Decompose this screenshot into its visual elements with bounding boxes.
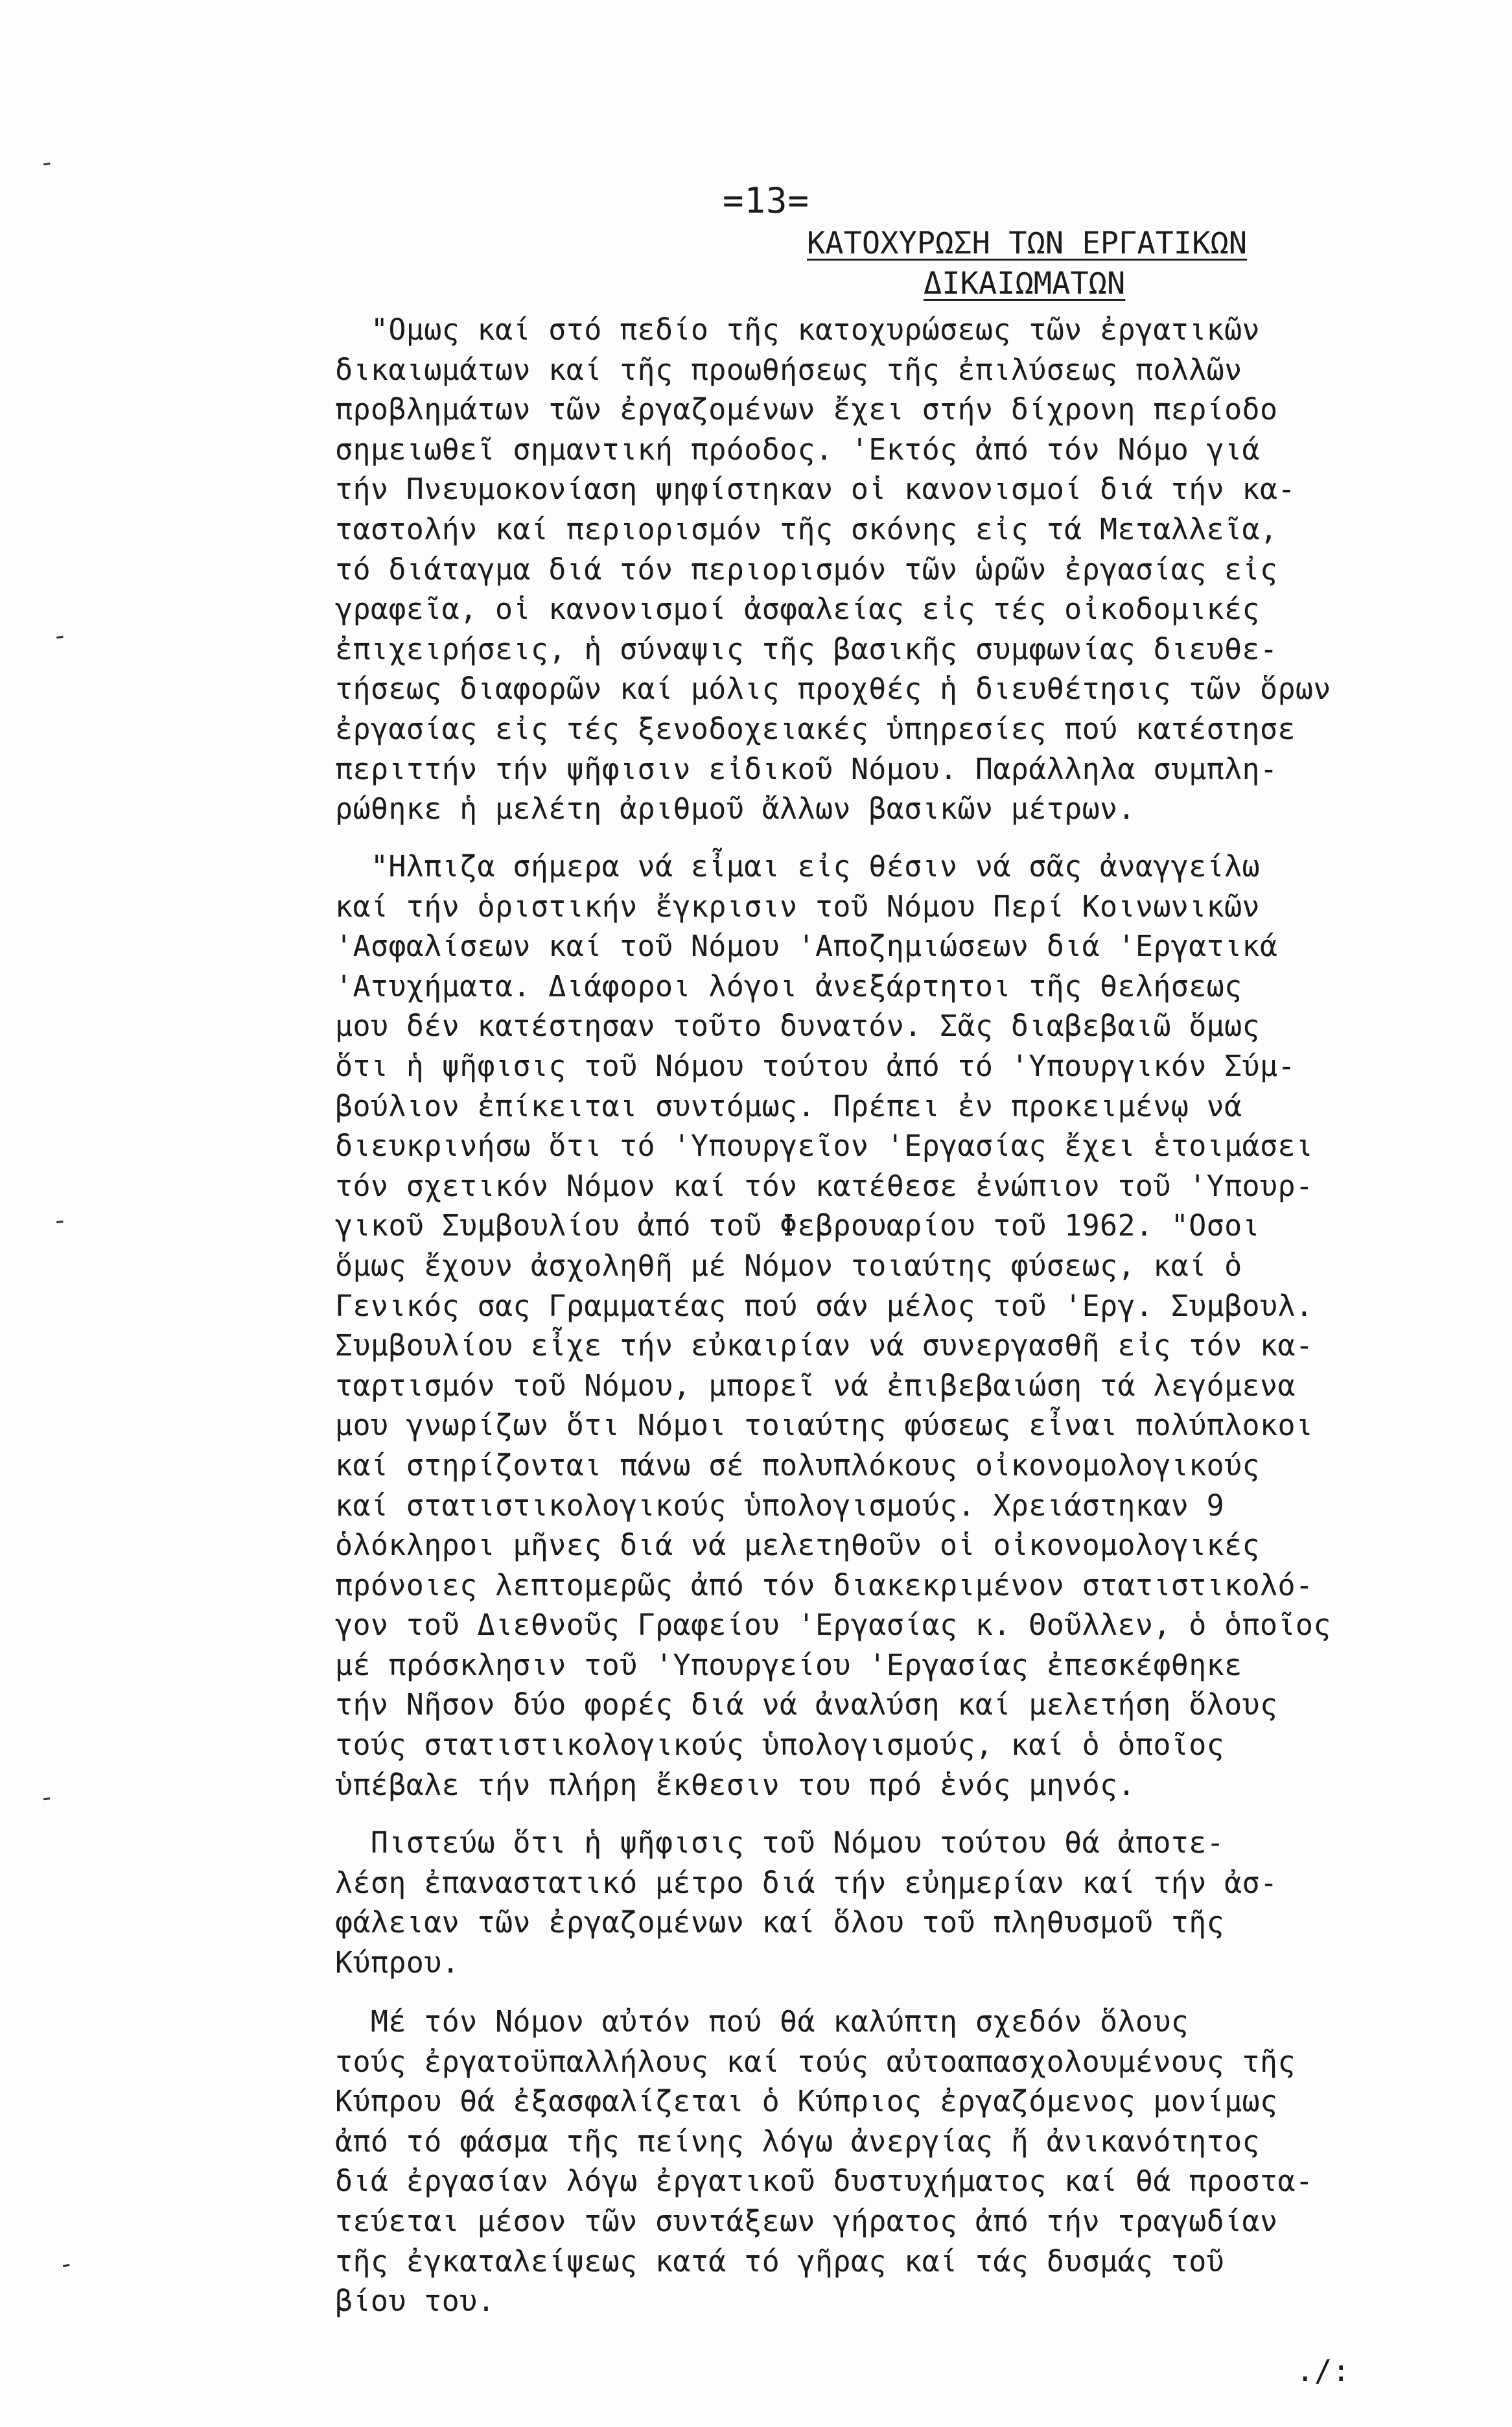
text-line: τόν σχετικόν Νόμον καί τόν κατέθεσε ἐνώπιον τοῦ 'Υπουρ- — [335, 1168, 1314, 1203]
text-line: δικαιωμάτων καί τῆς προωθήσεως τῆς ἐπιλύσεως πολλῶν — [335, 352, 1242, 387]
text-line: λέση ἐπαναστατικό μέτρο διά τήν εὐημερίαν καί τήν ἀσ- — [335, 1865, 1278, 1900]
text-line: τήσεως διαφορῶν καί μόλις προχθές ἡ διευθέτησις τῶν ὅρων — [335, 672, 1331, 707]
paragraph-4 — [335, 2002, 1443, 2321]
text-line: προβλημάτων τῶν ἐργαζομένων ἔχει στήν δίχρονη περίοδο — [335, 392, 1278, 427]
text-line: Κύπρου θά ἐξασφαλίζεται ὁ Κύπριος ἐργαζόμενος μονίμως — [335, 2084, 1278, 2119]
paragraph-2 — [335, 847, 1443, 1805]
margin-mark: - — [36, 147, 57, 179]
section-heading-line-2: ΔΙΚΑΙΩΜΑΤΩΝ — [924, 266, 1126, 301]
text-line: πρόνοιες λεπτομερῶς ἀπό τόν διακεκριμένον στατιστικολό- — [335, 1567, 1314, 1602]
text-line: ἐπιχειρήσεις, ἡ σύναψις τῆς βασικῆς συμφωνίας διευθε- — [335, 631, 1278, 666]
text-line: "Ομως καί στό πεδίο τῆς κατοχυρώσεως τῶν ἐργατικῶν — [335, 312, 1260, 347]
text-line: βίου του. — [335, 2284, 495, 2319]
text-line: τούς στατιστικολογικούς ὑπολογισμούς, καί ὁ ὁποῖος — [335, 1728, 1225, 1763]
text-line: ταρτισμόν τοῦ Νόμου, μπορεῖ νά ἐπιβεβαιώση τά λεγόμενα — [335, 1368, 1296, 1403]
text-line: τεύεται μέσον τῶν συντάξεων γήρατος ἀπό τήν τραγωδίαν — [335, 2203, 1278, 2238]
text-line: καί στηρίζονται πάνω σέ πολυπλόκους οἰκονομολογικούς — [335, 1448, 1260, 1483]
text-line: γραφεῖα, οἱ κανονισμοί ἀσφαλείας εἰς τές οἰκοδομικές — [335, 592, 1260, 627]
text-line: γικοῦ Συμβουλίου ἀπό τοῦ Φεβρουαρίου τοῦ 1962. "Οσοι — [335, 1208, 1260, 1243]
paragraph-3 — [335, 1823, 1443, 1982]
text-line: ὅτι ἡ ψῆφισις τοῦ Νόμου τούτου ἀπό τό 'Υπουργικόν Σύμ- — [335, 1048, 1296, 1083]
text-line: διευκρινήσω ὅτι τό 'Υπουργεῖον 'Εργασίας ἔχει ἑτοιμάσει — [335, 1129, 1314, 1164]
text-line: 'Ατυχήματα. Διάφοροι λόγοι ἀνεξάρτητοι τῆς θελήσεως — [335, 968, 1242, 1003]
text-line: Συμβουλίου εἶχε τήν εὐκαιρίαν νά συνεργασθῆ εἰς τόν κα- — [335, 1328, 1314, 1363]
text-line: τήν Πνευμοκονίαση ψηφίστηκαν οἱ κανονισμοί διά τήν κα- — [335, 472, 1296, 507]
text-line: καί τήν ὁριστικήν ἔγκρισιν τοῦ Νόμου Περί Κοινωνικῶν — [335, 889, 1260, 924]
text-line: ὁλόκληροι μῆνες διά νά μελετηθοῦν οἱ οἰκονομολογικές — [335, 1528, 1260, 1563]
text-line: ὅμως ἔχουν ἀσχοληθῆ μέ Νόμον τοιαύτης φύσεως, καί ὁ — [335, 1248, 1242, 1283]
margin-mark: - — [49, 620, 70, 652]
text-line: φάλειαν τῶν ἐργαζομένων καί ὅλου τοῦ πληθυσμοῦ τῆς — [335, 1905, 1225, 1940]
text-line: Γενικός σας Γραμματέας πού σάν μέλος τοῦ 'Εργ. Συμβουλ. — [335, 1288, 1314, 1323]
text-line: μου δέν κατέστησαν τοῦτο δυνατόν. Σᾶς διαβεβαιῶ ὅμως — [335, 1009, 1260, 1044]
text-line: Μέ τόν Νόμον αὐτόν πού θά καλύπτη σχεδόν ὅλους — [335, 2004, 1189, 2039]
margin-mark: - — [56, 2248, 76, 2280]
text-line: καί στατιστικολογικούς ὑπολογισμούς. Χρειάστηκαν 9 — [335, 1488, 1225, 1523]
margin-mark: - — [49, 1204, 70, 1237]
text-line: μου γνωρίζων ὅτι Νόμοι τοιαύτης φύσεως εἶναι πολύπλοκοι — [335, 1408, 1314, 1443]
text-line: Πιστεύω ὅτι ἡ ψῆφισις τοῦ Νόμου τούτου θά ἀποτε- — [335, 1825, 1225, 1860]
text-line: γον τοῦ Διεθνοῦς Γραφείου 'Εργασίας κ. Θοῦλλεν, ὁ ὁποῖος — [335, 1608, 1331, 1643]
text-line: 'Ασφαλίσεων καί τοῦ Νόμου 'Αποζημιώσεων διά 'Εργατικά — [335, 929, 1278, 964]
text-line: ὑπέβαλε τήν πλήρη ἔκθεσιν του πρό ἑνός μηνός. — [335, 1767, 1135, 1802]
text-line: βούλιον ἐπίκειται συντόμως. Πρέπει ἐν προκειμένῳ νά — [335, 1088, 1242, 1123]
text-line: τήν Νῆσον δύο φορές διά νά ἀναλύση καί μελετήση ὅλους — [335, 1687, 1278, 1722]
text-line: τῆς ἐγκαταλείψεως κατά τό γῆρας καί τάς δυσμάς τοῦ — [335, 2244, 1225, 2279]
continuation-mark: ./: — [1296, 2353, 1351, 2388]
margin-mark: - — [36, 1781, 57, 1814]
text-line: "Ηλπιζα σήμερα νά εἶμαι εἰς θέσιν νά σᾶς ἀναγγείλω — [335, 849, 1260, 884]
text-line: διά ἐργασίαν λόγω ἐργατικοῦ δυστυχήματος καί θά προστα- — [335, 2164, 1314, 2199]
text-line: μέ πρόσκλησιν τοῦ 'Υπουργείου 'Εργασίας ἐπεσκέφθηκε — [335, 1647, 1242, 1682]
text-line: ταστολήν καί περιορισμόν τῆς σκόνης εἰς τά Μεταλλεῖα, — [335, 511, 1278, 546]
section-heading-line-1: ΚΑΤΟΧΥΡΩΣΗ ΤΩΝ ΕΡΓΑΤΙΚΩΝ — [807, 226, 1248, 261]
text-line: ἀπό τό φάσμα τῆς πείνης λόγω ἀνεργίας ἤ ἀνικανότητος — [335, 2124, 1260, 2159]
text-line: ρώθηκε ἡ μελέτη ἀριθμοῦ ἄλλων βασικῶν μέτρων. — [335, 791, 1135, 827]
page-number: =13= — [723, 180, 810, 221]
text-line: τό διάταγμα διά τόν περιορισμόν τῶν ὡρῶν ἐργασίας εἰς — [335, 552, 1278, 587]
text-line: ἐργασίας εἰς τές ξενοδοχειακές ὑπηρεσίες πού κατέστησε — [335, 711, 1296, 746]
text-line: τούς ἐργατοϋπαλλήλους καί τούς αὐτοαπασχολουμένους τῆς — [335, 2044, 1296, 2079]
text-line: Κύπρου. — [335, 1945, 460, 1980]
text-line: περιττήν τήν ψῆφισιν εἰδικοῦ Νόμου. Παράλληλα συμπλη- — [335, 751, 1278, 786]
text-line: σημειωθεῖ σημαντική πρόοδος. 'Εκτός ἀπό τόν Νόμο γιά — [335, 432, 1260, 467]
paragraph-1 — [335, 310, 1443, 829]
